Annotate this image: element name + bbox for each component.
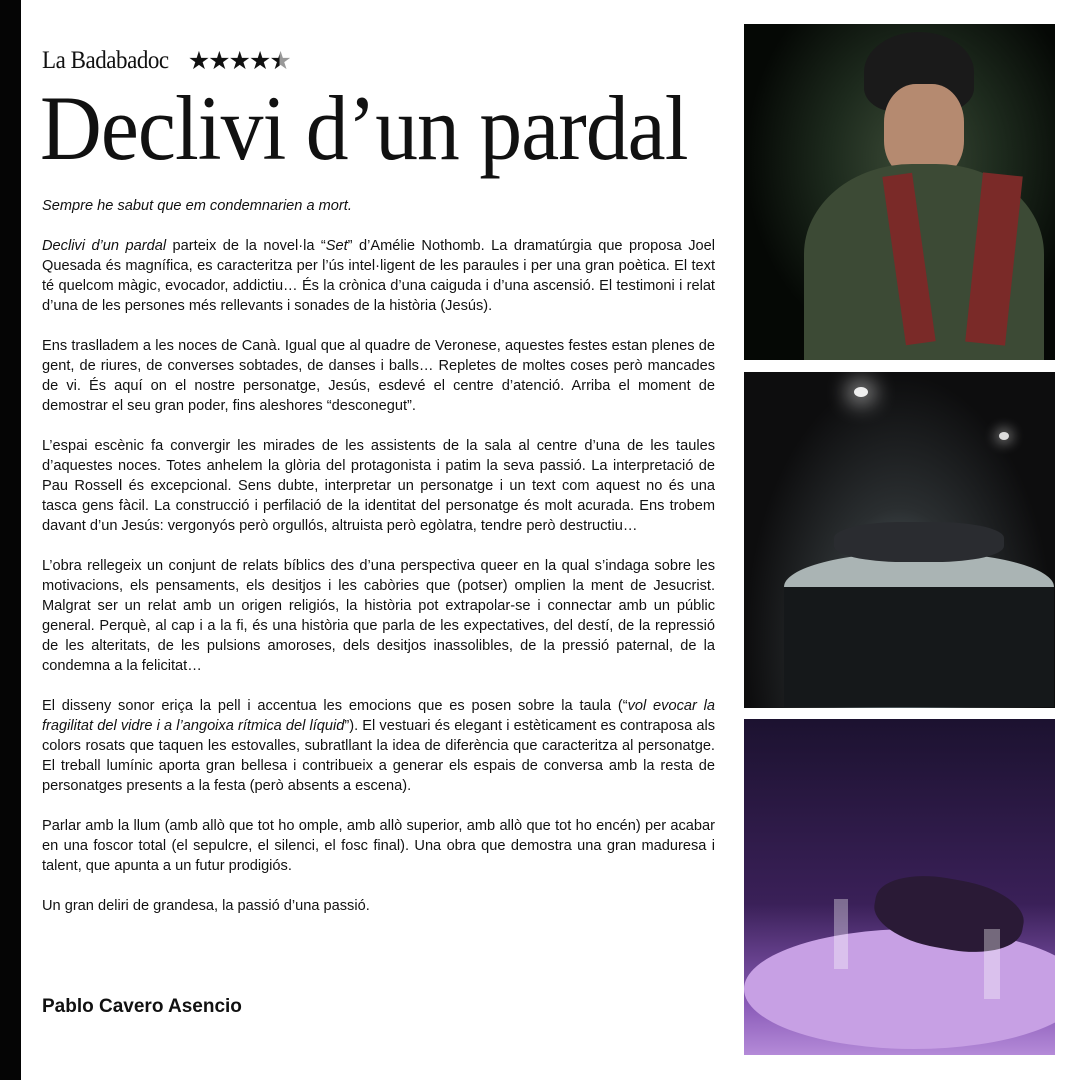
left-border: [0, 0, 21, 1080]
full-stars-icon: ★★★★: [187, 47, 270, 75]
photo-table-purple: [744, 719, 1055, 1055]
play-title: Declivi d’un pardal: [42, 238, 167, 254]
novel-title: Set: [325, 238, 348, 254]
photo-stage-table: [744, 372, 1055, 708]
paragraph: Un gran deliri de grandesa, la passió d’una passió.: [42, 898, 370, 914]
text: ”). El vestuari és elegant i estèticament es contraposa als colors rosats que taquen les estovalles, subratllant la idea de diferència que caracteritza al personatge. El treball lumínic aporta gran bellesa i contribueix a generar els espais de conversa amb la resta de personatges presents a la festa (però absents a escena).: [42, 718, 715, 794]
review-body: [42, 196, 715, 936]
page-title: Declivi d’un pardal: [40, 77, 688, 179]
publication-name: La Badabadoc: [42, 47, 169, 74]
epigraph-text: Sempre he sabut que em condemnarien a mort.: [42, 198, 352, 214]
paragraph: [42, 236, 715, 316]
half-star-icon: ★: [269, 47, 290, 75]
photo-actor-portrait: [744, 24, 1055, 360]
author-name: Pablo Cavero Asencio: [42, 996, 242, 1017]
quote: vol evocar la fragilitat del vidre i a l’angoixa rítmica del líquid: [42, 698, 715, 734]
paragraph: Parlar amb la llum (amb allò que tot ho omple, amb allò superior, amb allò que tot ho encén) per acabar en una foscor total (el sepulcre, el silenci, el fosc final). Una obra que demostra una gran maduresa i talent, que apunta a un futur prodigiós.: [42, 818, 715, 874]
epigraph: [42, 196, 715, 216]
paragraph: L’espai escènic fa convergir les mirades de les assistents de la sala al centre d’una de les taules d’aquestes noces. Totes anhelem la glòria del protagonista i patim la seva passió. La interpretació de Pau Rossell és excepcional. Sens dubte, interpretar un personatge i un text com aquest no és una tasca gens fàcil. La construcció i perfilació de la identitat del personatge és molt acurada. Ens trobem davant d’un Jesús: vergonyós però orgullós, altruista però egòlatra, tendre però destructiu…: [42, 438, 715, 534]
text: parteix de la novel·la “: [166, 238, 326, 254]
text: ” d’Amélie Nothomb. La dramatúrgia que proposa Joel Quesada és magnífica, es caracteritza per l’ús intel·ligent de les paraules i per una gran poètica. El text té quelcom màgic, evocador, addictiu… És la crònica d’una caiguda i d’una ascensió. El testimoni i relat d’una de les persones més rellevants i sonades de la història (Jesús).: [42, 238, 715, 314]
paragraph: Ens traslladem a les noces de Canà. Igual que al quadre de Veronese, aquestes festes estan plenes de gent, de riures, de converses sobtades, de danses i balls… Repletes de moltes coses però mancades de vi. És aquí on el nostre personatge, Jesús, esdevé el centre d’atenció. Arriba el moment de demostrar el seu gran poder, fins aleshores “desconegut”.: [42, 338, 715, 414]
star-rating: [188, 46, 290, 76]
paragraph: L’obra rellegeix un conjunt de relats bíblics des d’una perspectiva queer en la qual s’indaga sobre les motivacions, els pensaments, els desitjos i les cabòries que (potser) omplien la ment de Jesucrist. Malgrat ser un relat amb un origen religiós, la història pot extrapolar-se i connectar amb un públic general. Perquè, al cap i a la fi, és una història que parla de les expectatives, del destí, de la repressió de les alteritats, de les pulsions amoroses, dels desitjos inassolibles, de la pressió paternal, de la condemna a la felicitat…: [42, 558, 715, 674]
review-header: [42, 46, 290, 76]
text: El disseny sonor eriça la pell i accentua les emocions que es posen sobre la taula (“: [42, 698, 628, 714]
paragraph: [42, 696, 715, 796]
